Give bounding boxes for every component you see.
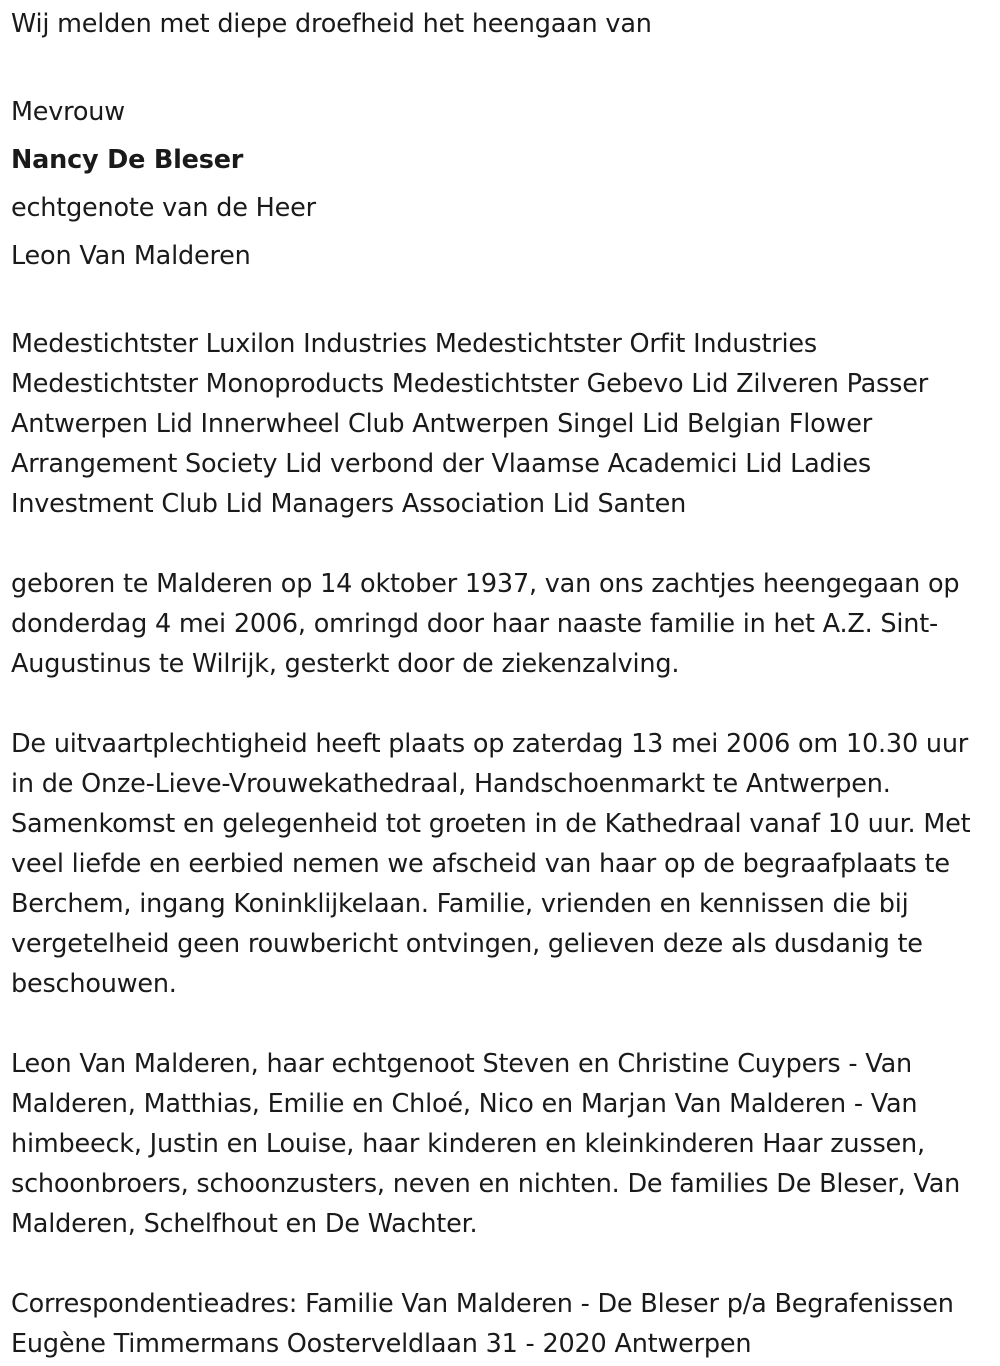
spouse-name: Leon Van Malderen	[11, 241, 251, 271]
spouse-label: echtgenote van de Heer	[11, 193, 316, 223]
birth-death-paragraph: geboren te Malderen op 14 oktober 1937, van ons zachtjes heengegaan op donderdag 4 mei 2006, omringd door haar naaste familie in het A.Z. Sint-Augustinus te Wilrijk, gesterkt door de ziekenzalving.	[11, 569, 960, 679]
intro-text: Wij melden met diepe droefheid het heengaan van	[11, 9, 652, 39]
correspondence-paragraph: Correspondentieadres: Familie Van Malderen - De Bleser p/a Begrafenissen Eugène Timmermans Oosterveldlaan 31 - 2020 Antwerpen	[11, 1289, 954, 1359]
honorific-title: Mevrouw	[11, 97, 125, 127]
family-paragraph: Leon Van Malderen, haar echtgenoot Steven en Christine Cuypers - Van Malderen, Matthias, Emilie en Chloé, Nico en Marjan Van Malderen - Van himbeeck, Justin en Louise, haar kinderen en kleinkinderen Haar zussen, schoonbroers, schoonzusters, neven en nichten. De families De Bleser, Van Malderen, Schelfhout en De Wachter.	[11, 1049, 961, 1239]
deceased-name: Nancy De Bleser	[11, 145, 244, 175]
funeral-paragraph: De uitvaartplechtigheid heeft plaats op zaterdag 13 mei 2006 om 10.30 uur in de Onze-Lieve-Vrouwekathedraal, Handschoenmarkt te Antwerpen. Samenkomst en gelegenheid tot groeten in de Kathedraal vanaf 10 uur. Met veel liefde en eerbied nemen we afscheid van haar op de begraafplaats te Berchem, ingang Koninklijkelaan. Familie, vrienden en kennissen die bij vergetelheid geen rouwbericht ontvingen, gelieven deze als dusdanig te beschouwen.	[11, 729, 971, 999]
affiliations-paragraph: Medestichtster Luxilon Industries Medestichtster Orfit Industries Medestichtster Monoproducts Medestichtster Gebevo Lid Zilveren Passer Antwerpen Lid Innerwheel Club Antwerpen Singel Lid Belgian Flower Arrangement Society Lid verbond der Vlaamse Academici Lid Ladies Investment Club Lid Managers Association Lid Santen	[11, 329, 928, 519]
death-notice	[11, 0, 993, 1364]
